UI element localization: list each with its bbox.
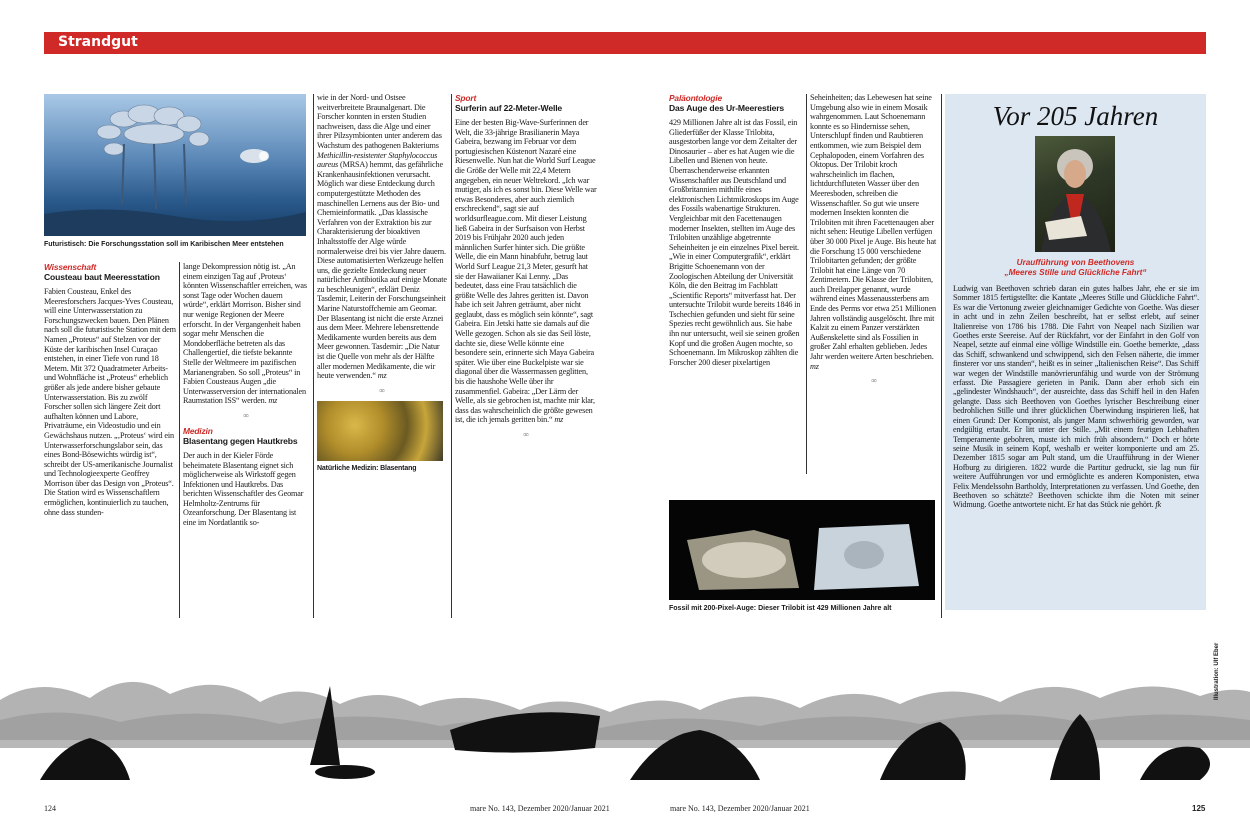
sidebar-title: Vor 205 Jahren (992, 101, 1159, 131)
illustration-credit: Illustration: Ulf Eber (1214, 642, 1220, 700)
separator-icon: ∞ (243, 410, 249, 420)
cousteau-column-2 (183, 262, 309, 528)
cousteau-headline: Cousteau baut Meeresstation (44, 272, 160, 282)
seaweed-caption: Natürliche Medizin: Blasentang (317, 464, 417, 472)
medizin-body-1: Der auch in der Kieler Förde beheimatete Blasentang eignet sich möglicherweise als Wirkstoff gegen Infektionen und Hautkrebs. Das berichten Wissenschaftler des Geomar Helmholtz-Zentrums für Ozeanforschung. Der Blasentang ist eine im Nordatlantik so- (183, 450, 304, 528)
medizin-signature: mz (377, 371, 387, 381)
fossil-illustration (669, 500, 935, 600)
history-sidebar (945, 94, 1206, 610)
trilobit-headline: Das Auge des Ur-Meerestiers (669, 103, 785, 113)
trilobit-signature: mz (810, 361, 819, 371)
issue-info-right: mare No. 143, Dezember 2020/Januar 2021 (670, 804, 810, 813)
medizin-body-2b: (MRSA) hemmt, das gefährliche Krankenhausinfektionen verursacht. Möglich war diese Entdeckung durch computergestützte Methoden des maschinellen Lernens aus der Bio- und Chemieinformatik. „Das klassische Verfahren von der Extraktion bis zur Charakterisierung der bioaktiven Inhaltsstoffe der Alge würde normalerweise drei bis vier Jahre dauern. Diese automatisierten Werkzeuge helfen uns, die gezielte Entdeckung neuer natürlicher Antibiotika auf einige Monate zu beschleunigen“, erklärt Deniz Tasdemir, Leiterin der Forschungseinheit Marine Naturstoffchemie am Geomar. Der Blasentang ist nicht die erste Arznei aus dem Meer. Mehrere lebensrettende Medikamente wurden bereits aus dem Meer gewonnen. Tasdemir: „Die Natur ist die Quelle von mehr als der Hälfte aller modernen Medikamente, die wir heute verwenden.“ (317, 160, 447, 381)
sidebar-body (953, 284, 1199, 510)
column-rule (941, 94, 942, 618)
trilobit-body-1: 429 Millionen Jahre alt ist das Fossil, ein Gliederfüßer der Klasse Trilobita, ausgestorben lange vor dem Zeitalter der Dinosaurier – aber es hat Augen wie die Libellen und Bienen von heute. Überraschenderweise erkannten Wissenschaftler aus Deutschland und Großbritannien mithilfe eines elektronischen Lichtmikroskops im Auge des Fossils wabenartige Strukturen. Vergleichbar mit den Facettenaugen moderner Insekten, stellten im Auge des Trilobiten unzählige abgetrennte Seheinheiten je ein einzelnes Pixel bereit. „Wie in einer Computergrafik“, erklärt Brigitte Schoenemann von der Zoologischen Abteilung der Universität Köln, die den Beitrag im Fachblatt „Scientific Reports“ mitverfasst hat. Der untersuchte Trilobit wurde bereits 1846 in Tschechien gefunden und sieht für seine Spezies recht gewöhnlich aus. Sie habe ihn nur untersucht, weil sie seinen großen Kopf und die großen Augen mochte, so Schoenemann. Im Mikroskop zählten die Forscher 200 dieser pixelartigen (669, 118, 801, 367)
surf-column (455, 93, 597, 445)
station-illustration (44, 94, 306, 236)
page-number-left: 124 (44, 804, 56, 813)
column-rule (313, 94, 314, 618)
medizin-column-2 (317, 93, 447, 473)
surf-signature: mz (554, 415, 564, 425)
bacterium-name: Methicillin-resistenter Staphylococcus aureus (317, 150, 438, 170)
cousteau-kicker: Wissenschaft (44, 262, 97, 272)
cousteau-column-1 (44, 262, 176, 517)
trilobit-kicker: Paläontologie (669, 93, 722, 103)
surf-kicker: Sport (455, 93, 477, 103)
seaweed-photo (317, 401, 443, 461)
separator-icon: ∞ (871, 376, 877, 386)
issue-info-left: mare No. 143, Dezember 2020/Januar 2021 (470, 804, 610, 813)
station-caption: Futuristisch: Die Forschungsstation soll im Karibischen Meer entstehen (44, 241, 284, 248)
column-rule (451, 94, 452, 618)
medizin-headline: Blasentang gegen Hautkrebs (183, 435, 298, 446)
page-number-right: 125 (1192, 804, 1206, 813)
trilobit-column-2 (810, 93, 938, 391)
seascape-illustration (0, 660, 1250, 790)
separator-icon: ∞ (379, 385, 385, 395)
cousteau-signature: mz (268, 396, 278, 406)
beethoven-portrait (1035, 136, 1115, 252)
trilobit-column-1 (669, 93, 803, 367)
column-rule (179, 262, 180, 618)
column-rule (806, 94, 807, 474)
sidebar-signature: fk (1155, 500, 1161, 510)
section-banner (44, 32, 1206, 54)
sidebar-subtitle-line-2: „Meeres Stille und Glückliche Fahrt“ (1004, 268, 1147, 277)
surf-body: Eine der besten Big-Wave-Surferinnen der Welt, die 33-jährige Brasilianerin Maya Gabeira, bezwang im Februar vor dem portugiesischen Küstenort Nazaré eine Riesenwelle. Nun hat die World Surf League die Größe der Welle mit 22,4 Metern angegeben, ein neuer Weltrekord. „Ich war mutiger, als ich es sonst bin. Diese Welle war etwas Besonderes, aber auch ziemlich erschreckend“, sagt sie auf worldsurfleague.com. Mit dieser Leistung ließ Gabeira in der Surfsaison von Herbst 2019 bis Frühjahr 2020 auch jeden männlichen Surfer hinter sich. Die größte Welle, die ein Mann hinabfuhr, betrug laut World Surf League 21,3 Meter, gesurft hat sie der Hawaiianer Kai Lenny. „Das bedeutet, dass eine Frau tatsächlich die größte Welle des Jahres geritten ist. Davon habe ich seit Jahren geträumt, aber nicht geglaubt, dass es möglich sein könnte“, sagt Gabeira. Ein Jetski hatte sie damals auf die Welle gezogen. Schon als sie das Seil löste, dachte sie, diese Welle könnte eine besondere sein, erinnerte sich Maya Gabeira später. Wie über eine Buckelpiste war sie diagonal über die Wassermassen geglitten, bis die haushohe Welle über ihr zusammenfiel. Gabeira: „Der Lärm der Welle, als sie gebrochen ist, machte mir klar, dass das wahrscheinlich die größte gewesen ist, die ich jemals geritten bin.“ (455, 118, 597, 425)
sidebar-body-text: Ludwig van Beethoven schrieb daran ein gutes halbes Jahr, ehe er sie im Sommer 1815 fertigstellte: die Kantate „Meeres Stille und Glückliche Fahrt“. Es war die Vertonung zweier gleichnamiger Gedichte von Goethe. Was dieser in acht und in zehn Zeilen beschreibt, hat er selbst erlebt, auf seiner Italienreise von 1786 bis 1788. Die Fahrt von Neapel nach Sizilien war Goethes erste Seereise. Auf der Rückfahrt, vor der Einfahrt in den Golf von Neapel, setzte auf einmal eine völlige Windstille ein. Goethe bemerkte, „dass das Schiff, schwankend und schwippend, sich den Felsen näherte, die immer finsterer vor uns standen“, heißt es in seiner „Italienischen Reise“. Das Schiff war wegen der Windstille manövrierunfähig und wurde von der Strömung erfasst. Die Passagiere gerieten in Panik. Dann aber erhob sich ein „gelindester Windshauch“, der ausreichte, dass das Schiff heil in den Hafen gelangte. Dass sich Beethoven von Goethes lyrischer Beschreibung einer bedrohlichen Stille und ihrer glücklichen Überwindung inspirieren ließ, hat einen Grund: Der Komponist, als junger Mann schwerhörig geworden, war endgültig ertaubt. Er litt unter der Stille. „Mit einem feurigen Lebhaften Temperamente gebohren, muste ich mich früh absondern.“ Doch er hörte seine Musik in seinem Kopf, weshalb er weiter komponierte und am 25. Dezember 1815 sogar am Pult stand, um die Uraufführung in der Wiener Hofburg zu dirigieren. 1822 wurde die Partitur gedruckt, sie lag nun für weitere Aufführungen vor und ermöglichte es anderen Komponisten, etwa Felix Mendelssohn Bartholdy, Interpretationen zu verfassen. Und Goethe, den Beethoven so schätzte? Beethoven schickte ihm die Noten mit seiner Widmung. Goethe antwortete nicht. Er hat das Stück nie gehört. (953, 284, 1199, 510)
separator-icon: ∞ (523, 430, 529, 439)
portrait-illustration (1035, 136, 1115, 252)
cousteau-body-2: lange Dekompression nötig ist. „An einem einzigen Tag auf ‚Proteus‘ könnten Wissenschaftler erreichen, was sonst Tage oder Wochen dauern würde“, erklärt Morrison. Bisher sind nur wenige Regionen der Meere erforscht. In der Vergangenheit haben sogar mehr Menschen die Mondoberfläche betreten als das Challengertief, die tiefste bekannte Stelle der Weltmeere im pazifischen Marianengraben. So soll „Proteus“ in Fabien Cousteaus Augen „die Unterwasserversion der internationalen Raumstation ISS“ werden. (183, 262, 307, 406)
trilobite-photo (669, 500, 935, 600)
sidebar-subtitle (945, 258, 1206, 278)
medizin-kicker: Medizin (183, 425, 213, 436)
trilobit-body-2: Seheinheiten; das Lebewesen hat seine Umgebung also wie in einem Mosaik wahrgenommen. Laut Schoenemann konnte es so Hindernisse sehen, Unterschlupf finden und Raubtieren entkommen, wie zum Beispiel dem Cephalopoden, einem Vorfahren des Oktopus. Der Trilobit kroch wahrscheinlich im flachen, lichtdurchfluteten Wasser über den Meeresboden, schreiben die Wissenschaftler. So gut wie unsere modernen Insekten konnten die Trilobiten mit ihren Facettenaugen aber nicht sehen: Heutige Libellen verfügen über 30 000 Pixel je Auge. Bis heute hat die Forschung 15 000 verschiedene Trilobitarten gefunden; der größte Trilobit hat eine Länge von 70 Zentimetern. Die Klasse der Trilobiten, auch Dreilapper genannt, wurde während eines Massenaussterbens am Ende des Perms vor etwa 251 Millionen Jahren vollständig ausgelöscht. Ihre mit Kalzit zu einem Panzer verstärkten Außenskelette sind als Fossilien in großer Zahl erhalten geblieben. Jedes Jahr werden weitere Arten beschrieben. (810, 93, 937, 362)
trilobite-caption: Fossil mit 200-Pixel-Auge: Dieser Trilobit ist 429 Millionen Jahre alt (669, 605, 892, 612)
medizin-body-2a: wie in der Nord- und Ostsee weitverbreitete Braunalgenart. Die Forscher konnten in ersten Studien nachweisen, dass die Alge und einer ihrer Pilzsymbionten unter anderem das Wachstum des pathogenen Bakteriums (317, 93, 442, 150)
cousteau-body-1: Fabien Cousteau, Enkel des Meeresforschers Jacques-Yves Cousteau, will eine Unterwasserstation zu Forschungszwecken bauen. Den Plänen nach soll die futuristische Station mit dem Namen „Proteus“ auf Stelzen vor der Küste der karibischen Insel Curaçao entstehen, in einer Tiefe von rund 18 Metern. Mit 372 Quadratmeter Arbeits- und Wohnfläche ist „Proteus“ erheblich größer als jede andere bisher gebaute Unterwasserstation. Bis zu zwölf Forscher sollen sich längere Zeit dort aufhalten können und Labore, Privaträume, ein Videostudio und ein Gewächshaus nutzen. „‚Proteus‘ wird ein Unterwasserforschungslabor sein, das eines Bond-Bösewichts würdig ist“, schreibt der US-amerikanische Journalist und Technologieexperte Geoffrey Morrison über das Design von „Proteus“. Die Station wird es Wissenschaftlern ermöglichen, kontinuierlich zu tauchen, ohne dass stunden- (44, 287, 176, 517)
sidebar-subtitle-line-1: Uraufführung von Beethovens (1016, 258, 1135, 267)
section-title: Strandgut (58, 34, 138, 50)
surf-headline: Surferin auf 22-Meter-Welle (455, 103, 563, 113)
station-photo (44, 94, 306, 236)
